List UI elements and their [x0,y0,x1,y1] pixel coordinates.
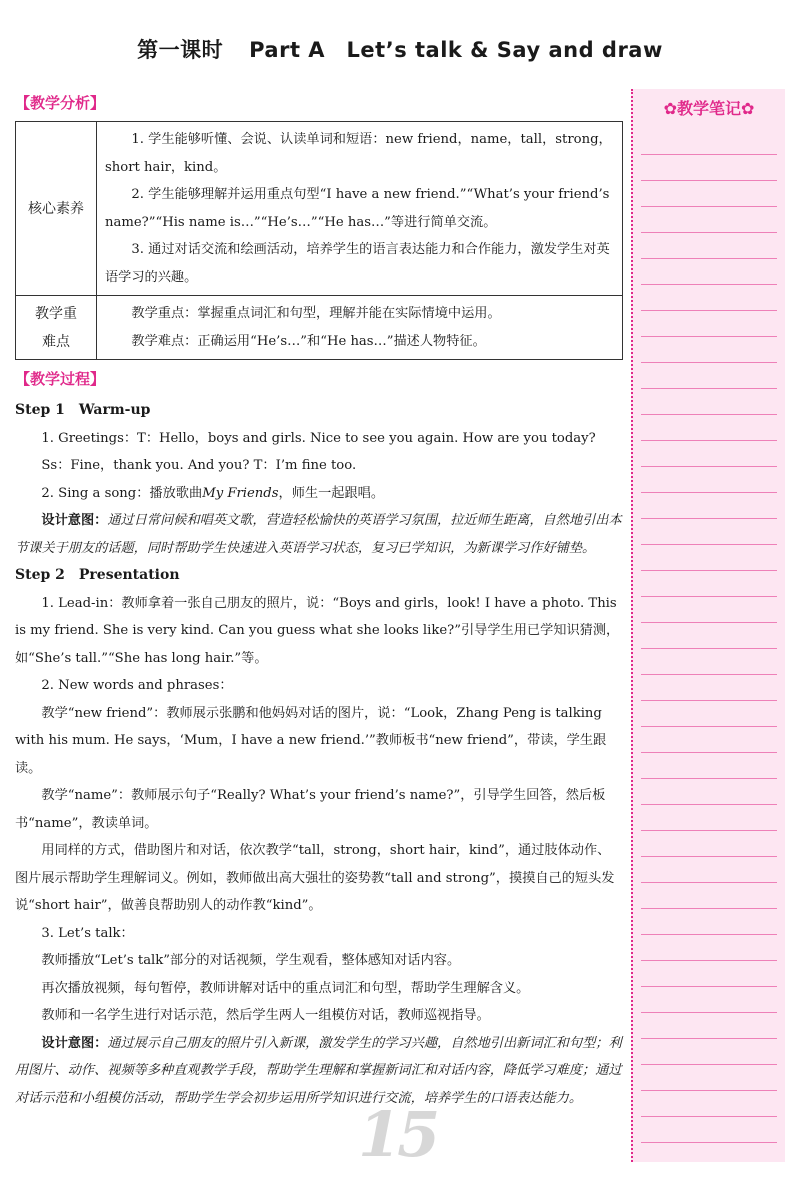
objective-1: 1. 学生能够听懂、会说、认读单词和短语：new friend，name，tall，strong，short hair，kind。 [105,132,612,175]
key-points-content [97,296,623,360]
core-literacy-label: 核心素养 [16,122,97,296]
step2-teach-name: 教学“name”：教师展示句子“Really? What’s your friend’s name?”，引导学生回答，然后板书“name”，教读单词。 [15,788,606,831]
step2-replay: 再次播放视频，每句暂停，教师讲解对话中的重点词汇和句型，帮助学生理解含义。 [41,980,530,996]
step2-teach-new-friend: 教学“new friend”：教师展示张鹏和他妈妈对话的图片，说：“Look，Zhang Peng is talking with his mum. He says，‘Mum，I have a new friend.’”教师板书“new friend”，带读，学生跟读。 [15,705,607,776]
analysis-table [15,121,623,360]
step2-new-words: 2. New words and phrases： [41,678,233,693]
step2-video: 教师播放“Let’s talk”部分的对话视频，学生观看，整体感知对话内容。 [41,953,461,968]
step2-lets-talk: 3. Let’s talk： [41,925,134,941]
design-label: 设计意图： [41,1035,108,1051]
step2-lead-in: 1. Lead-in：教师拿着一张自己朋友的照片，说：“Boys and girls，look! I have a photo. This is my friend. She is very kind. Can you guess what she looks like?”引导学生用已学知识猜测，如“She’s tall.”“She has long hair.”等。 [15,595,620,666]
step2-demo: 教师和一名学生进行对话示范，然后学生两人一组模仿对话，教师巡视指导。 [41,1008,490,1023]
step2-name: Presentation [78,567,180,583]
teaching-process [15,397,623,1112]
step1-heading [15,397,623,425]
step1-response: Ss：Fine，thank you. And you? T：I’m fine too. [41,458,357,473]
key-points-label [16,296,97,360]
objective-2: 2. 学生能够理解并运用重点句型“I have a new friend.”“What’s your friend’s name?”“His name is…”“He’s…”“He has…”等进行简单交流。 [105,187,610,230]
step1-greetings: 1. Greetings：T：Hello，boys and girls. Nice to see you again. How are you today? [41,430,596,446]
key-point: 教学重点：掌握重点词汇和句型，理解并能在实际情境中运用。 [131,306,501,321]
design-text: 通过展示自己朋友的照片引入新课，激发学生的学习兴趣，自然地引出新词汇和句型；利用图片、动作、视频等多种直观教学手段，帮助学生理解和掌握新词汇和对话内容，降低学习难度；通过对话示范和小组模仿活动，帮助学生学会初步运用所学知识进行交流，培养学生的口语表达能力。 [15,1035,622,1106]
step2-label: Step 2 [15,567,65,583]
song-title: My Friends [202,485,279,501]
table-row [16,296,623,360]
step1-design [15,507,623,562]
process-heading: 【教学过程】 [15,370,106,388]
step1-name: Warm-up [78,402,151,418]
step2-heading [15,562,623,590]
step1-song [15,480,623,508]
analysis-heading: 【教学分析】 [15,94,106,112]
step1-label: Step 1 [15,402,65,418]
notes-title: ✿教学笔记✿ [663,99,755,118]
page-number: 15 [358,1098,437,1171]
design-label: 设计意图： [41,513,108,528]
notes-lines [641,129,777,1162]
teaching-notes-panel [631,89,785,1162]
title-cn: 第一课时 [137,38,224,62]
song-tail: ，师生一起跟唱。 [278,485,385,501]
design-text: 通过日常问候和唱英文歌，营造轻松愉快的英语学习氛围，拉近师生距离，自然地引出本节课关于朋友的话题，同时帮助学生快速进入英语学习状态，复习已学知识，为新课学习作好铺垫。 [15,513,622,556]
title-en: Part A Let’s talk & Say and draw [249,38,663,62]
table-row [16,122,623,296]
page-title [0,34,800,64]
difficult-point: 教学难点：正确运用“He’s…”和“He has…”描述人物特征。 [131,333,486,349]
objective-3: 3. 通过对话交流和绘画活动，培养学生的语言表达能力和合作能力，激发学生对英语学习的兴趣。 [105,242,610,285]
song-intro: 2. Sing a song：播放歌曲 [41,485,203,501]
key-points-label-line2: 难点 [42,333,70,350]
step2-design [15,1030,623,1113]
key-points-label-line1: 教学重 [35,305,77,322]
step2-teach-others: 用同样的方式，借助图片和对话，依次教学“tall，strong，short hair，kind”，通过肢体动作、图片展示帮助学生理解词义。例如，教师做出高大强壮的姿势教“tall and strong”，摸摸自己的短头发说“short hair”，做善良帮助别人的动作教“kind”。 [15,843,615,913]
core-literacy-content [97,122,623,296]
